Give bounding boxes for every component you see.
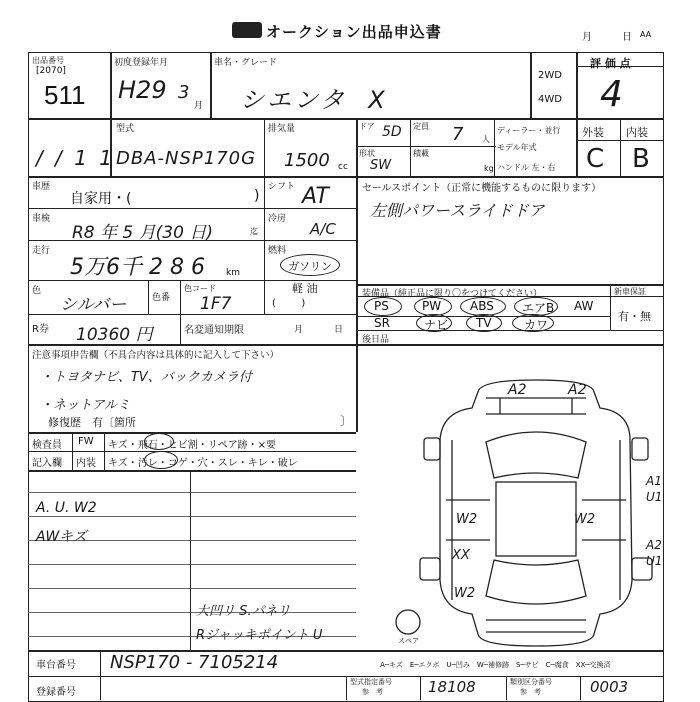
dealer-label: ディーラー・並行 <box>497 126 561 135</box>
equip-ps: PS <box>374 299 389 313</box>
sales-point-label: セールスポイント（正常に機能するものに限ります） <box>362 183 602 194</box>
type-designation-label: 型式指定番号 <box>350 678 392 686</box>
exterior-label: 外装 <box>582 126 604 139</box>
displacement-unit: cc <box>338 162 348 172</box>
mileage-label: 走行 <box>32 246 51 256</box>
inspector-label: 検査員 <box>32 440 62 451</box>
equip-navi-circle <box>416 314 452 332</box>
entry-tag: 内装 <box>76 458 96 469</box>
usage-value: 自家用・( <box>70 191 132 207</box>
notes-line2: ・ネットアルミ <box>40 398 131 413</box>
fuel-paren: ( ) <box>272 298 306 309</box>
color-code-label: 色コード <box>184 284 216 293</box>
registration-year: H29 <box>118 76 167 104</box>
tax-label: 新車保証 <box>614 287 646 296</box>
type-label: 型式 <box>116 124 135 134</box>
category-sub: 参 考 <box>520 688 541 696</box>
mark-u1-right: U1 <box>646 490 663 504</box>
lot-number: 511 <box>44 80 86 110</box>
usage-close: ) <box>254 188 260 204</box>
fuel-gas: ガソリン <box>288 260 332 273</box>
displacement-value: 1500 <box>284 150 330 171</box>
inspection-label: 車検 <box>32 214 51 224</box>
lot-tag-2: [2070] <box>36 66 66 76</box>
model-year-label: モデル年式 <box>497 143 537 152</box>
spare-label: スペア <box>398 637 419 645</box>
equip-sr: SR <box>374 316 390 330</box>
entry-items: キズ・汚レ・コゲ・穴・スレ・キレ・破レ <box>108 458 298 469</box>
shape-label: 形状 <box>359 149 375 158</box>
inspector-tag: FW <box>78 436 94 447</box>
displacement-label: 排気量 <box>268 124 296 134</box>
model-name-label: 車名・グレード <box>214 58 278 68</box>
aircon-label: 冷房 <box>268 214 287 224</box>
fuel-label: 燃料 <box>268 246 287 256</box>
equip-ps-circle <box>364 297 402 316</box>
name-change-day: 日 <box>334 325 344 335</box>
header-day: 日 <box>622 32 632 43</box>
equip-tv-circle <box>466 314 502 332</box>
notes-label: 注意事項申告欄（不具合内容は具体的に記入して下さい） <box>32 350 280 361</box>
doors-label: ドア <box>359 122 375 131</box>
equip-kawa-circle <box>512 314 554 332</box>
drive-2wd: 2WD <box>538 70 562 81</box>
repair-close: 〕 <box>340 414 353 428</box>
mark-xx-left: XX <box>452 548 470 563</box>
mark-a2-rear-right: A2 <box>646 538 662 552</box>
comment-line1: A. U. W2 <box>36 500 97 516</box>
color-label: 色 <box>32 286 42 296</box>
auction-logo <box>232 22 262 38</box>
shift-value: AT <box>302 184 329 209</box>
score-value: 4 <box>600 74 623 115</box>
chassis-label: 車台番号 <box>36 660 76 671</box>
drive-4wd: 4WD <box>538 94 562 105</box>
equip-navi: ナビ <box>424 318 449 332</box>
color-value: シルバー <box>60 295 127 315</box>
mark-u1-rear-right: U1 <box>646 554 663 568</box>
lot-tag: 出品番号 <box>32 56 64 65</box>
mark-a2-front-right: A2 <box>568 382 587 398</box>
mark-a1-right: A1 <box>646 474 662 488</box>
name-change-month: 月 <box>294 325 304 335</box>
reg-number-label: 登録番号 <box>36 687 76 698</box>
mark-a2-front-left: A2 <box>508 382 527 398</box>
inspection-note: 迄 <box>250 227 258 236</box>
tax-value: 有・無 <box>618 310 651 323</box>
stain-circle <box>144 451 178 469</box>
capacity-value: 7 <box>452 124 464 145</box>
notes-line1: ・トヨタナビ、TV、バックカメラ付 <box>40 370 252 385</box>
category-label: 類別区分番号 <box>510 678 552 686</box>
usage-label: 車歴 <box>32 182 51 192</box>
inspection-value: R8 年 5 月(30 日) <box>72 223 213 243</box>
interior-label: 内装 <box>626 126 648 139</box>
equip-abs: ABS <box>470 299 494 313</box>
exterior-value: C <box>586 144 605 174</box>
registration-label: 初度登録年月 <box>114 58 169 68</box>
color-number-label: 色番 <box>152 293 171 303</box>
color-code-value: 1F7 <box>200 294 232 314</box>
type-designation-sub: 参 考 <box>362 688 383 696</box>
shape-value: SW <box>370 158 392 173</box>
damage-legend: A─キズ E─エクボ U─凹み W─補修跡 S─サビ C─腐食 XX─交換済 <box>380 661 611 669</box>
model-name-value: シエンタ X <box>240 86 388 114</box>
interior-value: B <box>632 144 650 174</box>
type-value: DBA-NSP170G <box>116 148 257 169</box>
score-label: 評 価 点 <box>590 57 631 70</box>
type-designation-value: 18108 <box>428 678 476 696</box>
load-label: 積載 <box>413 149 429 158</box>
after-label: 後日品 <box>362 335 390 345</box>
equip-aw: AW <box>574 299 594 313</box>
category-value: 0003 <box>590 678 629 696</box>
mark-w2-left-door: W2 <box>456 512 478 527</box>
equip-airbag: エアB <box>522 301 555 315</box>
mileage-value: 5万6千 2 8 6 <box>70 255 205 280</box>
mark-w2-right-door: W2 <box>574 512 596 527</box>
mileage-unit: km <box>226 268 240 278</box>
name-change-label: 名変通知期限 <box>184 325 244 336</box>
shift-label: シフト <box>268 182 296 192</box>
comment-line3: 大凹リ S.パネリ <box>196 604 291 619</box>
header-aa: AA <box>640 30 652 39</box>
header-title: オークション出品申込書 <box>266 23 442 41</box>
repair-label: 修復歴 有〔箇所 <box>48 416 136 429</box>
comment-line4: Rジャッキポイント U <box>196 628 323 643</box>
capacity-unit: 人 <box>482 135 490 144</box>
equip-tv: TV <box>476 316 492 330</box>
entry-label: 記入欄 <box>32 458 62 469</box>
equipment-label: 装備品（純正品に限り〇をつけてください） <box>362 289 543 299</box>
equip-kawa: カワ <box>524 318 549 332</box>
inspector-items: キズ・飛石・ヒビ割・リペア跡・×要 <box>108 440 276 451</box>
doors-value: 5D <box>382 124 402 140</box>
registration-month-unit: 月 <box>194 101 204 111</box>
chip-circle <box>144 433 174 450</box>
equip-pw: PW <box>422 299 442 313</box>
mark-w2-rear-left: W2 <box>454 586 476 601</box>
capacity-label: 定員 <box>413 122 429 131</box>
registration-month: 3 <box>178 82 190 103</box>
load-unit: kg <box>484 164 494 173</box>
comment-line2: AWキズ <box>36 529 87 545</box>
header-month: 月 <box>582 32 592 43</box>
fuel-diesel: 軽 油 <box>292 282 318 295</box>
handle-label: ハンドル 左・右 <box>497 163 556 172</box>
sales-point-value: 左側パワースライドドア <box>370 201 545 220</box>
chassis-value: NSP170 - 7105214 <box>110 652 279 673</box>
aircon-value: A/C <box>310 220 336 238</box>
type-prefix: / / 1 1 <box>36 146 115 170</box>
recycle-value: 10360 円 <box>76 325 153 345</box>
recycle-label: R券 <box>32 324 49 335</box>
